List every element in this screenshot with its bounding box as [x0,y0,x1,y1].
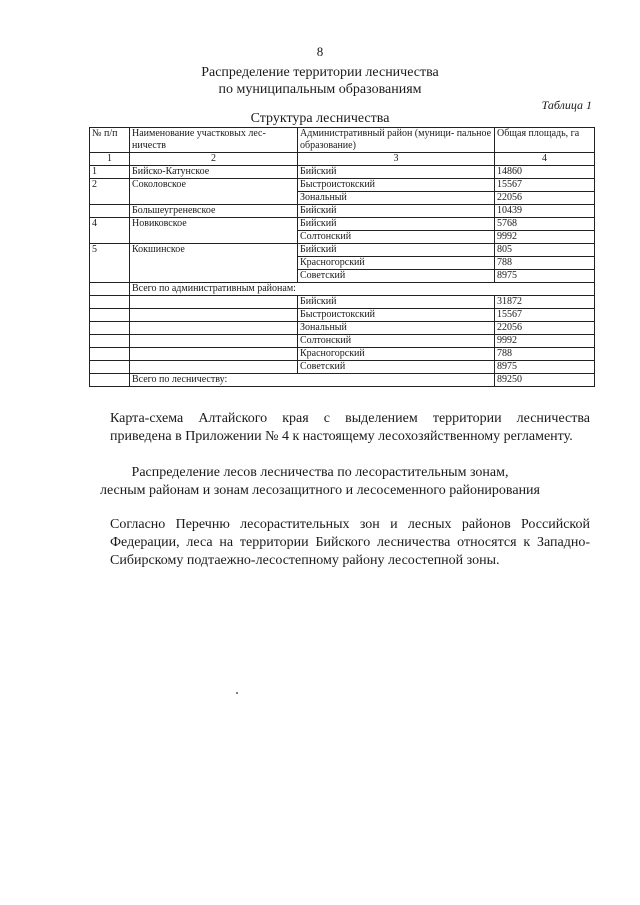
row-number: 5 [90,244,130,257]
column-number: 4 [495,153,595,166]
paragraph-line: Согласно Перечню лесорастительных зон и лесных районов Российской [110,517,590,532]
empty-cell [130,296,298,309]
table-header-row [90,128,595,153]
table-row [90,231,595,244]
paragraph-line: приведена в Приложении № 4 к настоящему лесохозяйственному регламенту. [110,429,573,444]
empty-cell [90,283,130,296]
table-row-grand-total [90,374,595,387]
empty-cell [90,374,130,387]
table-row [90,244,595,257]
page-number: 8 [316,44,324,59]
area-value: 5768 [495,218,595,231]
table-row [90,166,595,179]
paragraph-line: Федерации, леса на территории Бийского лесничества относятся к Западно- [110,535,590,550]
table-label: Таблица 1 [541,98,592,112]
district-name: Красногорский [298,348,495,361]
area-value: 15567 [495,179,595,192]
empty-cell [90,348,130,361]
forestry-name [130,270,298,283]
table-row [90,205,595,218]
column-number: 3 [298,153,495,166]
area-value: 805 [495,244,595,257]
district-name: Быстроистокский [298,309,495,322]
empty-cell [130,335,298,348]
forestry-name: Соколовское [130,179,298,192]
row-number: 1 [90,166,130,179]
district-name: Красногорский [298,257,495,270]
header-cell-name: Наименование участковых лес- ничеств [130,128,298,153]
area-value: 31872 [495,296,595,309]
page-title-line: по муниципальным образованиям [218,82,422,97]
table-body [90,166,595,387]
empty-cell [90,296,130,309]
column-number: 2 [130,153,298,166]
area-value: 14860 [495,166,595,179]
table-row [90,322,595,335]
district-name: Быстроистокский [298,179,495,192]
table-row [90,179,595,192]
area-value: 788 [495,348,595,361]
table-row [90,361,595,374]
grand-total-value: 89250 [495,374,595,387]
empty-cell [90,309,130,322]
district-name: Солтонский [298,231,495,244]
empty-cell [130,348,298,361]
row-number [90,270,130,283]
header-cell-area: Общая площадь, га [495,128,595,153]
header-cell-district: Административный район (муници- пальное образование) [298,128,495,153]
area-value: 22056 [495,192,595,205]
row-number: 4 [90,218,130,231]
scan-speck [236,692,238,694]
row-number [90,231,130,244]
table-row [90,348,595,361]
page-title [0,64,640,98]
district-name: Зональный [298,192,495,205]
total-by-districts-label: Всего по административным районам: [130,283,595,296]
row-number [90,192,130,205]
area-value: 9992 [495,231,595,244]
forestry-name: Кокшинское [130,244,298,257]
map-paragraph [110,410,590,446]
district-name: Бийский [298,166,495,179]
table-row-total-districts-label [90,283,595,296]
row-number [90,257,130,270]
district-name: Советский [298,361,495,374]
area-value: 15567 [495,309,595,322]
district-name: Зональный [298,322,495,335]
forestry-name: Новиковское [130,218,298,231]
table-row [90,309,595,322]
area-value: 788 [495,257,595,270]
table-row [90,270,595,283]
forestry-name: Большеугреневское [130,205,298,218]
page-title-line: Распределение территории лесничества [201,65,439,80]
forestry-name [130,192,298,205]
area-value: 9992 [495,335,595,348]
section-heading-line: Распределение лесов лесничества по лесорастительным зонам, [131,465,509,480]
forestry-name [130,231,298,244]
empty-cell [130,361,298,374]
row-number: 2 [90,179,130,192]
district-name: Бийский [298,296,495,309]
empty-cell [130,322,298,335]
empty-cell [130,309,298,322]
row-number [90,205,130,218]
district-name: Советский [298,270,495,283]
column-number-row [90,153,595,166]
forestry-name [130,257,298,270]
district-name: Солтонский [298,335,495,348]
empty-cell [90,322,130,335]
district-name: Бийский [298,205,495,218]
area-value: 10439 [495,205,595,218]
area-value: 8975 [495,361,595,374]
table-row [90,296,595,309]
section-heading [0,464,640,500]
section-heading-line: лесным районам и зонам лесозащитного и лесосеменного районирования [100,483,540,498]
paragraph-line: Карта-схема Алтайского края с выделением территории лесничества [110,411,590,426]
table-row [90,218,595,231]
forestry-structure-table [89,127,595,387]
empty-cell [90,335,130,348]
grand-total-label: Всего по лесничеству: [130,374,495,387]
table-row [90,192,595,205]
column-number: 1 [90,153,130,166]
area-value: 8975 [495,270,595,283]
zone-paragraph [110,516,590,570]
area-value: 22056 [495,322,595,335]
district-name: Бийский [298,218,495,231]
table-row [90,335,595,348]
table-caption: Структура лесничества [250,111,390,126]
district-name: Бийский [298,244,495,257]
forestry-name: Бийско-Катунское [130,166,298,179]
paragraph-line: Сибирскому подтаежно-лесостепному району лесостепной зоны. [110,553,500,568]
header-cell-number: № п/п [90,128,130,153]
empty-cell [90,361,130,374]
table-row [90,257,595,270]
